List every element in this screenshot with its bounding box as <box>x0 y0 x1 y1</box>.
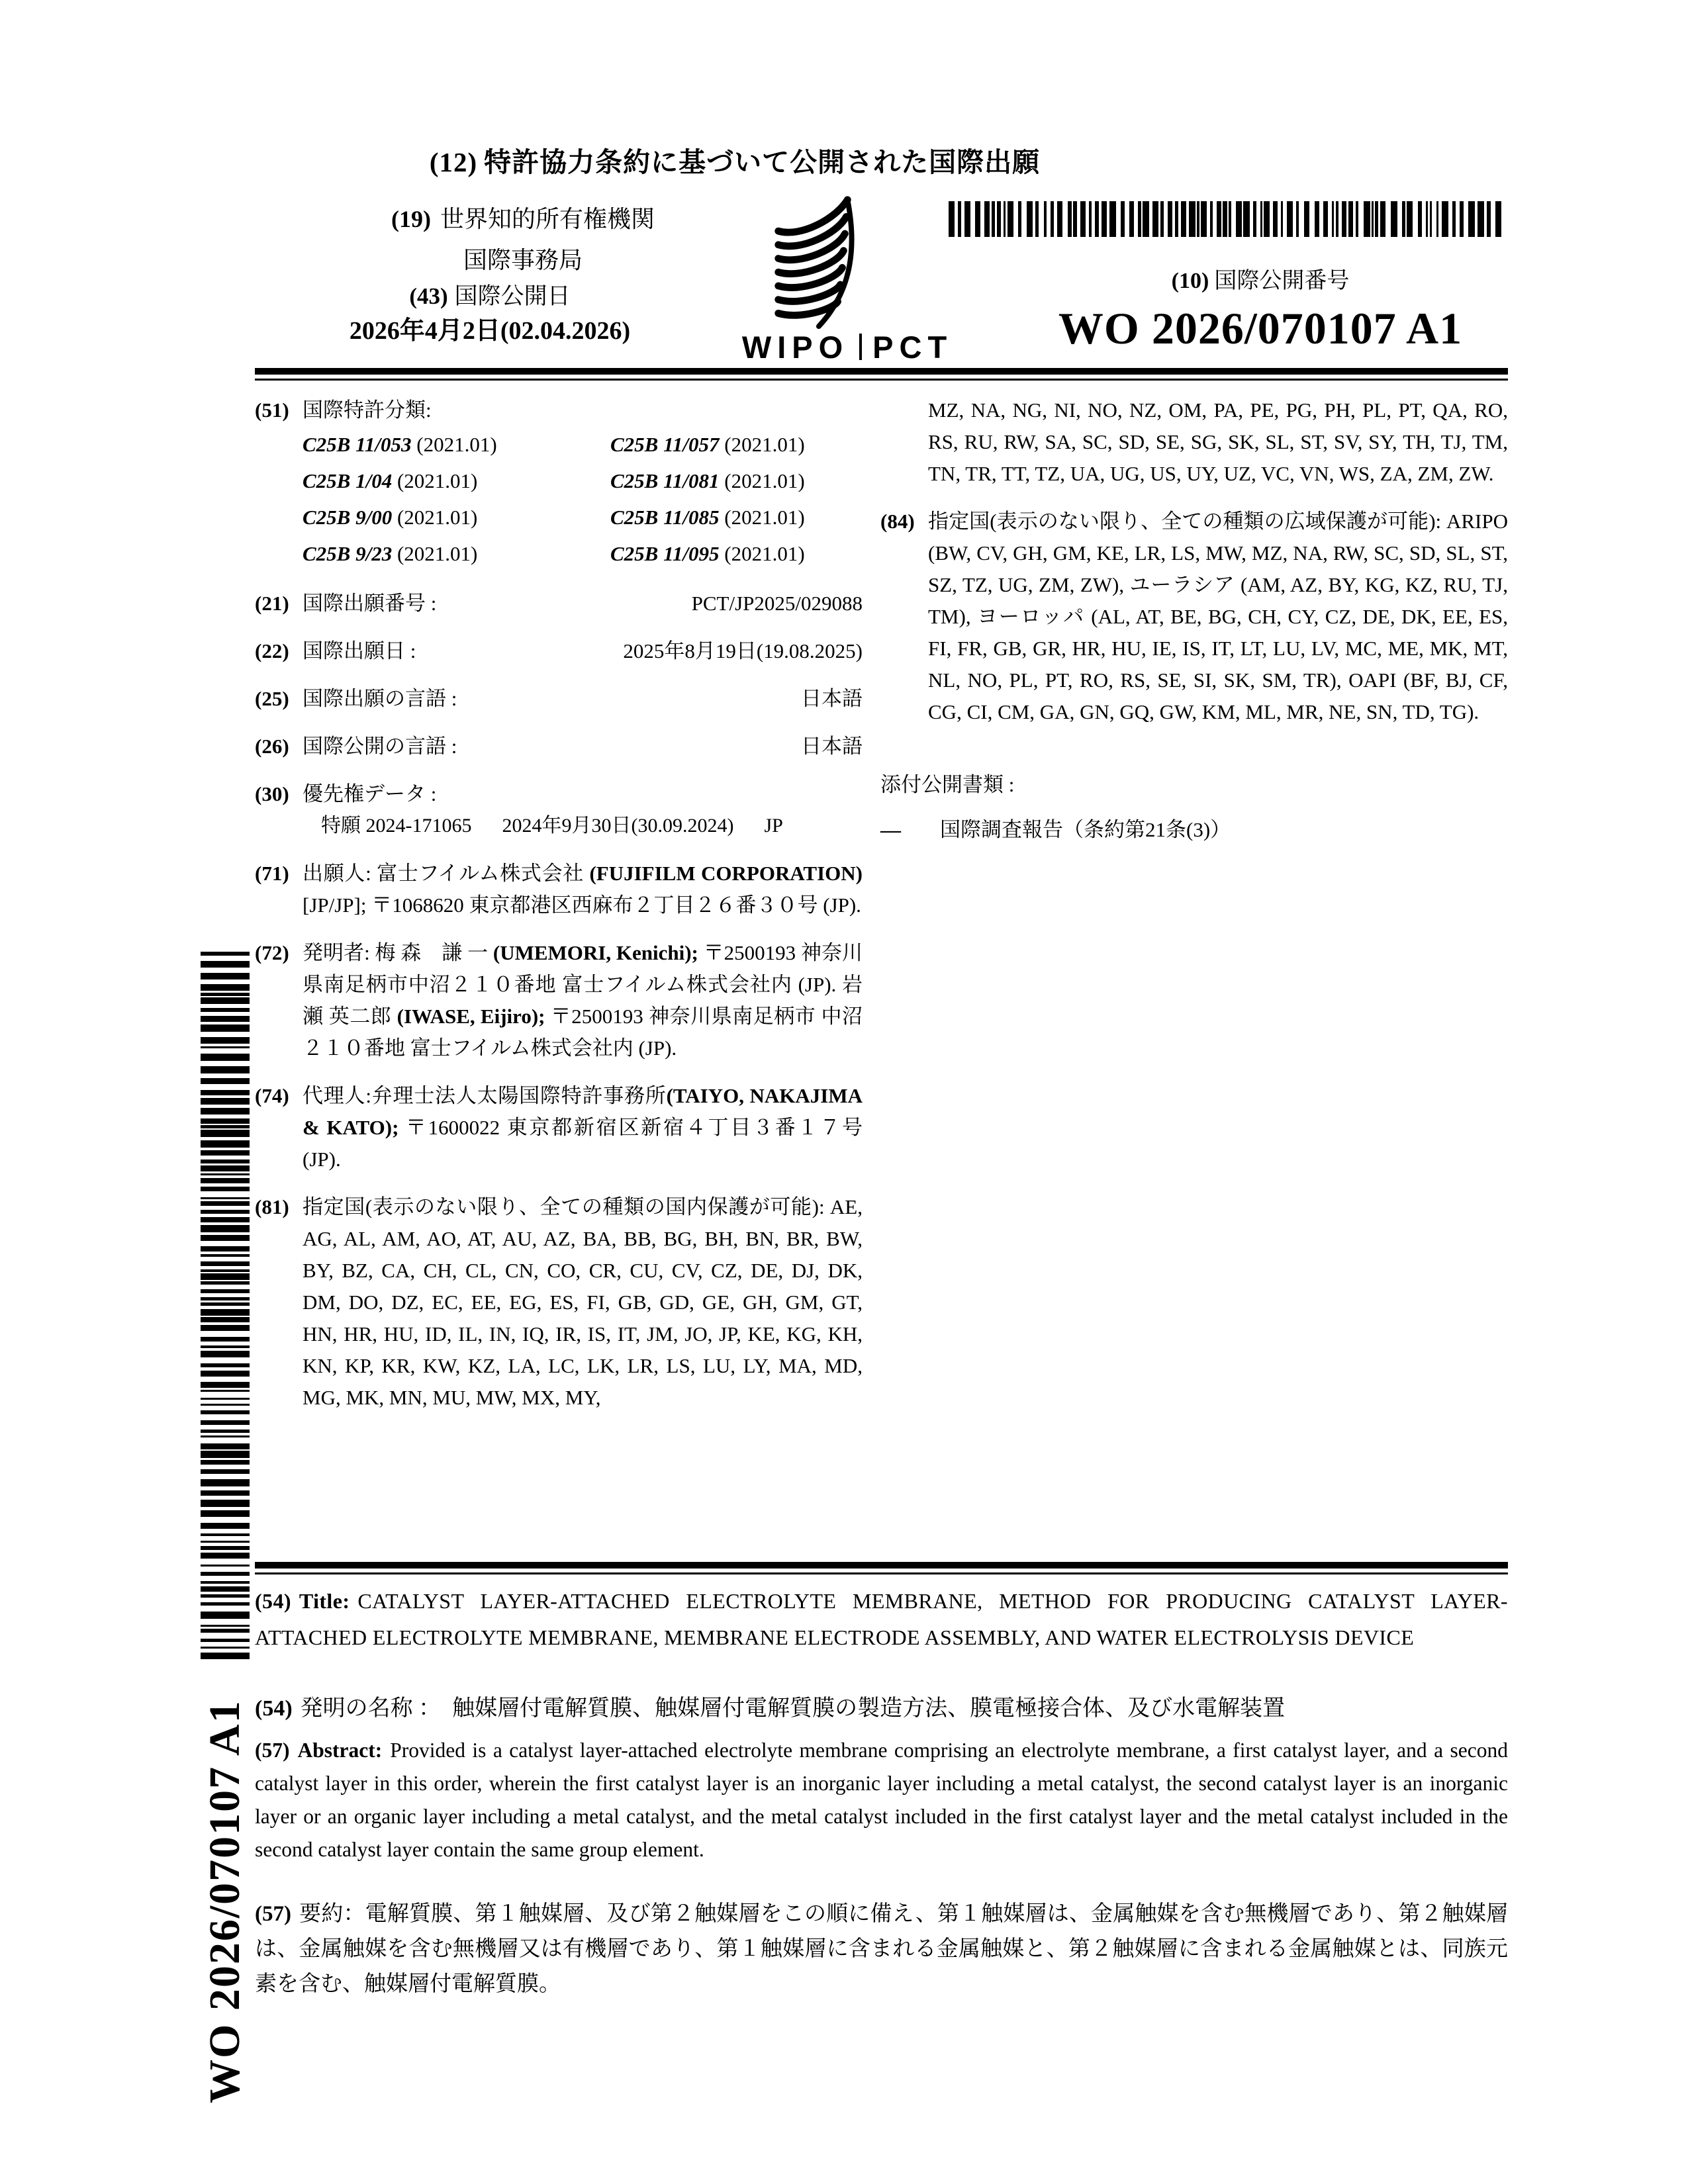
ipc-entry: C25B 11/081 (2021.01) <box>610 469 805 492</box>
designated-states-national-text: 指定国(表示のない限り、全ての種類の国内保護が可能): AE, AG, AL, AM, AO, AT, AU, AZ, BA, BB, BG, BH, BN, BR, BW, BY, BZ, CA, CH, CL, CN, CO, CR, CU, CV, CZ, DE, DJ, DK, DM, DO, DZ, EC, EE, EG, ES, FI, GB, GD, GE, GH, GM, GT, HN, HR, HU, ID, IL, IN, IQ, IR, IS, IT, JM, JO, JP, KE, KG, KH, KN, KP, KR, KW, KZ, LA, LC, LK, LR, LS, LU, LY, MA, MD, MG, MK, MN, MU, MW, MX, MY, <box>303 1195 863 1409</box>
inid-22-label: (22) <box>255 639 289 662</box>
filing-language-item <box>255 683 863 715</box>
inid-12-label: (12) <box>429 147 478 177</box>
abstract-field-en: Abstract: <box>297 1739 383 1762</box>
designated-states-national-item <box>255 1191 863 1414</box>
wordmark-separator <box>859 334 862 360</box>
agent-item <box>255 1080 863 1175</box>
inid-30-label: (30) <box>255 782 289 805</box>
designated-states-regional-text: 指定国(表示のない限り、全ての種類の広域保護が可能): ARIPO (BW, CV, GH, GM, KE, LR, LS, MW, MZ, NA, RW, SC, SD, SL, ST, SZ, TZ, UG, ZM, ZW), ユーラシア (AM, AZ, BY, KG, KZ, RU, TJ, TM), ヨーロッパ (AL, AT, BE, BG, CH, CY, CZ, DE, DK, EE, ES, FI, FR, GB, GR, HR, HU, IE, IS, IT, LT, LU, LV, MC, ME, MK, MT, NL, NO, PL, PT, RO, RS, SE, SI, SK, SM, TR), OAPI (BF, BJ, CF, CG, CI, CM, GA, GN, GQ, GW, KM, ML, MR, NE, SN, TD, TG). <box>928 510 1508 723</box>
ipc-entry: C25B 11/095 (2021.01) <box>610 542 805 565</box>
priority-data-item <box>255 778 863 842</box>
applicant-text: 出願人: 富士フイルム株式会社 (FUJIFILM CORPORATION) [JP/JP]; 〒1068620 東京都港区西麻布２丁目２６番３０号 (JP). <box>303 862 863 917</box>
priority-application-number: 特願 2024-171065 <box>321 815 472 837</box>
inid-10-label: (10) <box>1171 269 1209 293</box>
organization-bureau: 国際事務局 <box>463 247 583 273</box>
abstract-text-ja: 電解質膜、第１触媒層、及び第２触媒層をこの順に備え、第１触媒層は、金属触媒を含む無機層であり、第２触媒層は、金属触媒を含む無機層又は有機層であり、第１触媒層に含まれる金属触媒と、第２触媒層に含まれる金属触媒とは、同族元素を含む、触媒層付電解質膜。 <box>255 1902 1509 1996</box>
inid-57-label-ja: (57) <box>255 1902 291 1926</box>
bibliographic-left-column <box>255 394 863 1430</box>
publication-number-title: 国際公開番号 <box>1214 269 1350 293</box>
priority-date: 2024年9月30日(30.09.2024) <box>502 815 734 837</box>
abstract-field-ja: 要約： <box>299 1902 365 1926</box>
pct-wordmark-text: PCT <box>872 329 953 365</box>
issuing-organization <box>311 199 735 281</box>
publication-date-block <box>285 279 695 348</box>
title-field-ja: 発明の名称 ： <box>300 1696 430 1721</box>
title-text-en: CATALYST LAYER-ATTACHED ELECTROLYTE MEMBRANE, METHOD FOR PRODUCING CATALYST LAYER-ATTACHED ELECTROLYTE MEMBRANE, MEMBRANE ELECTRODE ASSEMBLY, AND WATER ELECTROLYSIS DEVICE <box>255 1589 1508 1649</box>
publication-language-item <box>255 731 863 762</box>
publication-barcode <box>949 201 1508 237</box>
inventors-item <box>255 937 863 1064</box>
designated-states-regional-item <box>880 506 1508 728</box>
priority-title: 優先権データ : <box>303 782 437 805</box>
title-english <box>255 1583 1508 1656</box>
header-rule-thin <box>255 379 1508 381</box>
ipc-entry: C25B 11/085 (2021.01) <box>610 506 805 529</box>
inid-51-label: (51) <box>255 398 289 422</box>
attached-documents-item <box>880 814 1508 846</box>
filing-date-title: 国際出願日 : <box>303 639 416 662</box>
title-field-en: Title: <box>299 1589 350 1613</box>
agent-text: 代理人:弁理士法人太陽国際特許事務所(TAIYO, NAKAJIMA & KATO); 〒1600022 東京都新宿区新宿４丁目３番１７号 (JP). <box>303 1084 863 1171</box>
title-section-rule-thick <box>255 1562 1508 1569</box>
header-rule-thick <box>255 368 1508 375</box>
attached-documents-title: 添付公開書類 : <box>880 773 1015 796</box>
inid-84-label: (84) <box>880 510 915 533</box>
side-publication-number-vertical: WO 2026/070107 A1 <box>201 1700 249 2103</box>
publication-date-title: 国際公開日 <box>454 283 571 309</box>
application-number-value: PCT/JP2025/029088 <box>691 592 863 615</box>
publication-number: WO 2026/070107 A1 <box>1058 303 1463 353</box>
applicant-item <box>255 858 863 921</box>
publication-language-value: 日本語 <box>801 735 863 758</box>
wipo-wordmark-text: WIPO <box>741 329 849 365</box>
inid-54-label-ja: (54) <box>255 1696 293 1721</box>
inid-25-label: (25) <box>255 687 289 710</box>
inventors-text: 発明者: 梅 森 謙 一 (UMEMORI, Kenichi); 〒2500193 神奈川県南足柄市中沼２１０番地 富士フイルム株式会社内 (JP). 岩瀬 英二郎 (IWASE, Eijiro); 〒2500193 神奈川県南足柄市 中沼２１０番地 富士フイルム株式会社内 (JP). <box>303 941 863 1060</box>
ipc-entry: C25B 1/04 (2021.01) <box>303 469 478 492</box>
document-kind-text: 特許協力条約に基づいて公開された国際出願 <box>484 147 1041 177</box>
application-number-title: 国際出願番号 : <box>303 592 437 615</box>
ipc-entry: C25B 9/00 (2021.01) <box>303 506 478 529</box>
inid-71-label: (71) <box>255 862 289 885</box>
ipc-entry: C25B 11/053 (2021.01) <box>303 433 497 456</box>
filing-date-item <box>255 635 863 667</box>
inid-57-label-en: (57) <box>255 1739 290 1762</box>
inid-74-label: (74) <box>255 1084 289 1107</box>
wipo-pct-wordmark <box>722 330 973 364</box>
title-text-ja: 触媒層付電解質膜、触媒層付電解質膜の製造方法、膜電極接合体、及び水電解装置 <box>452 1696 1286 1721</box>
ipc-entry: C25B 11/057 (2021.01) <box>610 433 805 456</box>
filing-date-value: 2025年8月19日(19.08.2025) <box>623 639 863 662</box>
inid-19-label: (19) <box>391 206 431 232</box>
ipc-title: 国際特許分類: <box>303 398 432 422</box>
attached-documents-item-text: 国際調査報告（条約第21条(3)） <box>940 818 1231 841</box>
ipc-classification-item <box>255 394 863 572</box>
filing-language-value: 日本語 <box>801 687 863 710</box>
ipc-code-grid <box>303 426 863 572</box>
publication-language-title: 国際公開の言語 : <box>303 735 457 758</box>
filing-language-title: 国際出願の言語 : <box>303 687 457 710</box>
designated-states-national-continuation <box>880 394 1508 490</box>
organization-name: 世界知的所有権機関 <box>440 206 655 232</box>
inid-21-label: (21) <box>255 592 289 615</box>
title-japanese <box>255 1692 1508 1726</box>
publication-date: 2026年4月2日(02.04.2026) <box>349 317 631 345</box>
inid-54-label-en: (54) <box>255 1589 291 1613</box>
side-barcode <box>201 952 250 1668</box>
abstract-english <box>255 1734 1508 1866</box>
list-dash: — <box>880 818 901 841</box>
designated-states-national-cont-text: MZ, NA, NG, NI, NO, NZ, OM, PA, PE, PG, PH, PL, PT, QA, RO, RS, RU, RW, SA, SC, SD, SE, SG, SK, SL, ST, SV, SY, TH, TJ, TM, TN, TR, TT, TZ, UA, UG, US, UY, UZ, VC, VN, WS, ZA, ZM, ZW. <box>928 398 1508 485</box>
ipc-entry: C25B 9/23 (2021.01) <box>303 542 478 565</box>
abstract-text-en: Provided is a catalyst layer-attached electrolyte membrane comprising an electrolyte membrane, a first catalyst layer, and a second catalyst layer in this order, wherein the first catalyst layer is an inorganic layer including a metal catalyst, the second catalyst layer is an inorganic layer or an organic layer including a metal catalyst, and the metal catalyst included in the first catalyst layer and the metal catalyst included in the second catalyst layer contain the same group element. <box>255 1739 1508 1861</box>
inid-81-label: (81) <box>255 1195 289 1218</box>
inid-26-label: (26) <box>255 735 289 758</box>
priority-country: JP <box>764 815 783 837</box>
title-section-rule-thin <box>255 1572 1508 1574</box>
application-number-item <box>255 588 863 619</box>
inid-72-label: (72) <box>255 941 289 964</box>
wipo-swirl-logo <box>768 191 861 331</box>
publication-number-block <box>1013 262 1508 355</box>
inid-43-label: (43) <box>409 283 448 309</box>
document-kind-heading <box>0 140 1470 179</box>
abstract-japanese <box>255 1897 1508 2002</box>
bibliographic-right-column <box>880 394 1508 846</box>
